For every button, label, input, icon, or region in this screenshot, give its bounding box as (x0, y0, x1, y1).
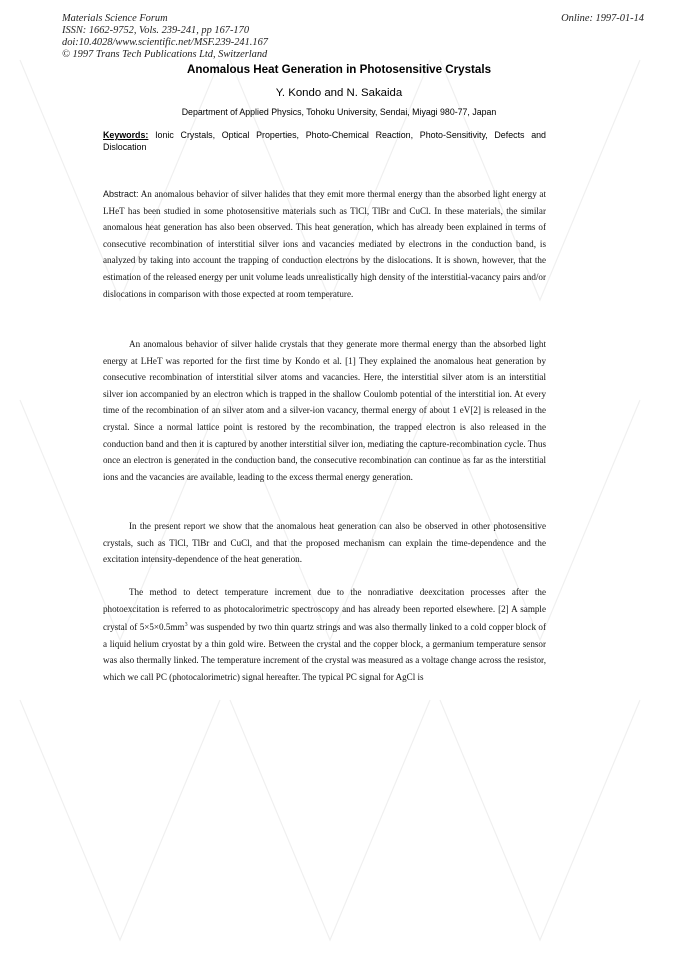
paragraph-text-part: The method to detect temperature increment due to the nonradiative deexcitation processes after the photoexcitation is referred to as photocalorimetric spectroscopy and has already been reported elsewhere. [2] A sample crystal of (103, 587, 546, 633)
body-paragraph-3 (103, 584, 546, 686)
paragraph-text: In the present report we show that the anomalous heat generation can also be observed in other photosensitive crystals, such as TlCl, TlBr and CuCl, and that the proposed mechanism can explain the time-dependence and the excitation intensity-dependence of the heat generation. (103, 521, 546, 565)
paragraph-text-part: was suspended by two thin quartz strings and was also thermally linked to a cold copper block of a liquid helium cryostat by a thin gold wire. Between the crystal and the copper block, a germanium temperature sensor was also thermally linked. The temperature increment of the crystal was measured as a voltage change across the resistor, which we call PC (photocalorimetric) signal hereafter. The typical PC signal for AgCl is (103, 622, 546, 682)
paper-affiliation: Department of Applied Physics, Tohoku University, Sendai, Miyagi 980-77, Japan (181, 107, 497, 117)
abstract-block (103, 186, 546, 302)
paper-title: Anomalous Heat Generation in Photosensitive Crystals (186, 63, 492, 76)
journal-header (62, 13, 268, 61)
journal-copyright: © 1997 Trans Tech Publications Ltd, Switzerland (62, 49, 268, 60)
online-date: Online: 1997-01-14 (561, 13, 644, 24)
abstract-label: Abstract: (103, 189, 139, 199)
body-paragraph-2 (103, 518, 546, 568)
journal-issn: ISSN: 1662-9752, Vols. 239-241, pp 167-170 (62, 25, 250, 36)
paper-authors: Y. Kondo and N. Sakaida (275, 87, 403, 99)
keywords-label: Keywords: (103, 130, 149, 140)
sample-dimensions: 5×5×0.5mm (139, 622, 185, 633)
body-paragraph-1 (103, 336, 546, 485)
paragraph-text (103, 584, 546, 686)
keywords-block (103, 129, 546, 154)
keywords-text: Ionic Crystals, Optical Properties, Photo-Chemical Reaction, Photo-Sensitivity, Defects and Dislocation (103, 130, 546, 153)
unit-superscript: 3 (184, 622, 188, 629)
abstract-text: An anomalous behavior of silver halides that they emit more thermal energy than the absorbed light energy at LHeT has been studied in some photosensitive materials such as TlCl, TlBr and CuCl. In these materials, the similar anomalous heat generation has also been observed. This heat generation, which has already been explained in terms of consecutive recombination of interstitial silver ions and vacancies mediated by electrons in the conduction band, is analyzed by taking into account the trapping of conduction electrons by the dislocations. It is shown, however, that the estimation of the released energy per unit volume leads unrealistically high density of the interstitial-vacancy pairs and/or dislocations in comparison with those expected at room temperature. (103, 189, 546, 299)
paragraph-text: An anomalous behavior of silver halide crystals that they generate more thermal energy than the absorbed light energy at LHeT was reported for the first time by Kondo et al. [1] They explained the anomalous heat generation by consecutive recombination of interstitial silver atoms and vacancies. Here, the interstitial silver atom is an interstitial silver ion accompanied by an electron which is trapped in the shallow Coulomb potential of the interstitial ion. At every time of the recombination of an silver atom and a silver-ion vacancy, thermal energy of about 1 eV[2] is released in the crystal. Since a normal lattice point is restored by the recombination, the trapped electron is also released in the conduction band and then it is captured by another interstitial silver ion, mediating the capture-recombination cycle. Thus once an electron is generated in the conduction band, the consecutive recombination can continue as far as the interstitial ions and the vacancies are available, leading to the excess thermal energy generation. (103, 339, 546, 482)
journal-name: Materials Science Forum (62, 13, 168, 24)
journal-doi: doi:10.4028/www.scientific.net/MSF.239-241.167 (62, 37, 268, 48)
